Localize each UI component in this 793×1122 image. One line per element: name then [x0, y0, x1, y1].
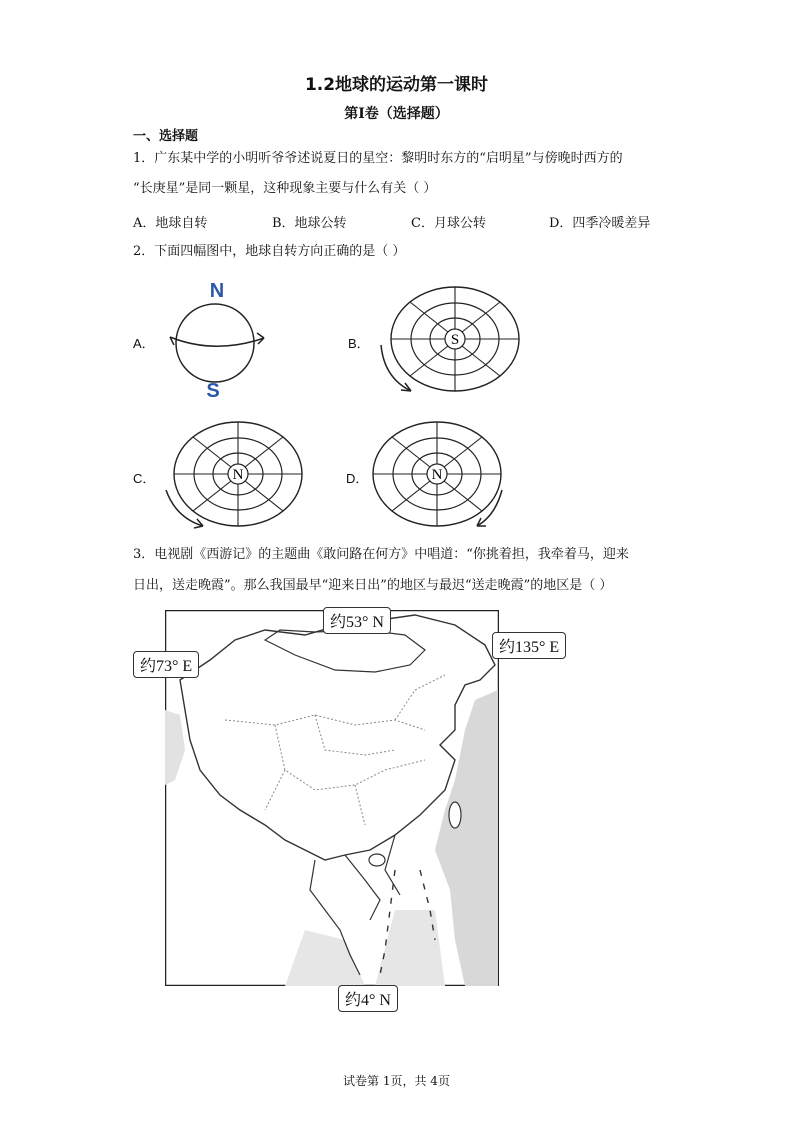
question-1-option-b[interactable]: B．地球公转: [272, 216, 347, 231]
question-1-line-2: “长庚星”是同一颗星，这种现象主要与什么有关（ ）: [133, 181, 437, 196]
figure-d-polar-view: [357, 418, 507, 530]
page-title: 1.2地球的运动第一课时: [304, 75, 489, 95]
figure-a-globe: [160, 275, 280, 403]
figure-a-south-label: S: [206, 380, 220, 402]
figure-c-label[interactable]: C．: [133, 471, 156, 486]
question-1-line-1: 1．广东某中学的小明听爷爷述说夏日的星空：黎明时东方的“启明星”与傍晚时西方的: [133, 151, 623, 166]
question-1-option-c[interactable]: C．月球公转: [411, 216, 486, 231]
map-label-west: 约73° E: [133, 651, 199, 678]
figure-d-pole-label: N: [431, 467, 443, 483]
question-3-line-2: 日出，送走晚霞”。那么我国最早“迎来日出”的地区与最迟“送走晚霞”的地区是（ ）: [133, 578, 613, 593]
map-label-east: 约135° E: [492, 632, 566, 659]
figure-a-label[interactable]: A．: [133, 336, 155, 351]
figure-d-label[interactable]: D．: [346, 471, 369, 486]
map-label-south: 约4° N: [338, 985, 398, 1012]
question-1-option-a[interactable]: A．地球自转: [133, 216, 208, 231]
figure-b-label[interactable]: B．: [348, 336, 370, 351]
figure-b-pole-label: S: [450, 332, 460, 348]
question-2-line-1: 2．下面四幅图中，地球自转方向正确的是（ ）: [133, 244, 406, 259]
question-1-option-d[interactable]: D．四季冷暖差异: [549, 216, 651, 231]
figure-c-polar-view: [158, 418, 308, 530]
china-map: [165, 610, 499, 986]
figure-b-polar-view: [375, 283, 525, 395]
page-footer: 试卷第 1页，共 4页: [343, 1074, 450, 1088]
page-subtitle: 第I卷（选择题）: [344, 106, 449, 122]
figure-c-pole-label: N: [232, 467, 244, 483]
section-heading: 一、选择题: [133, 129, 199, 144]
map-label-north: 约53° N: [323, 607, 391, 634]
question-3-line-1: 3．电视剧《西游记》的主题曲《敢问路在何方》中唱道：“你挑着担，我牵着马，迎来: [133, 547, 629, 562]
figure-a-north-label: N: [209, 280, 225, 302]
